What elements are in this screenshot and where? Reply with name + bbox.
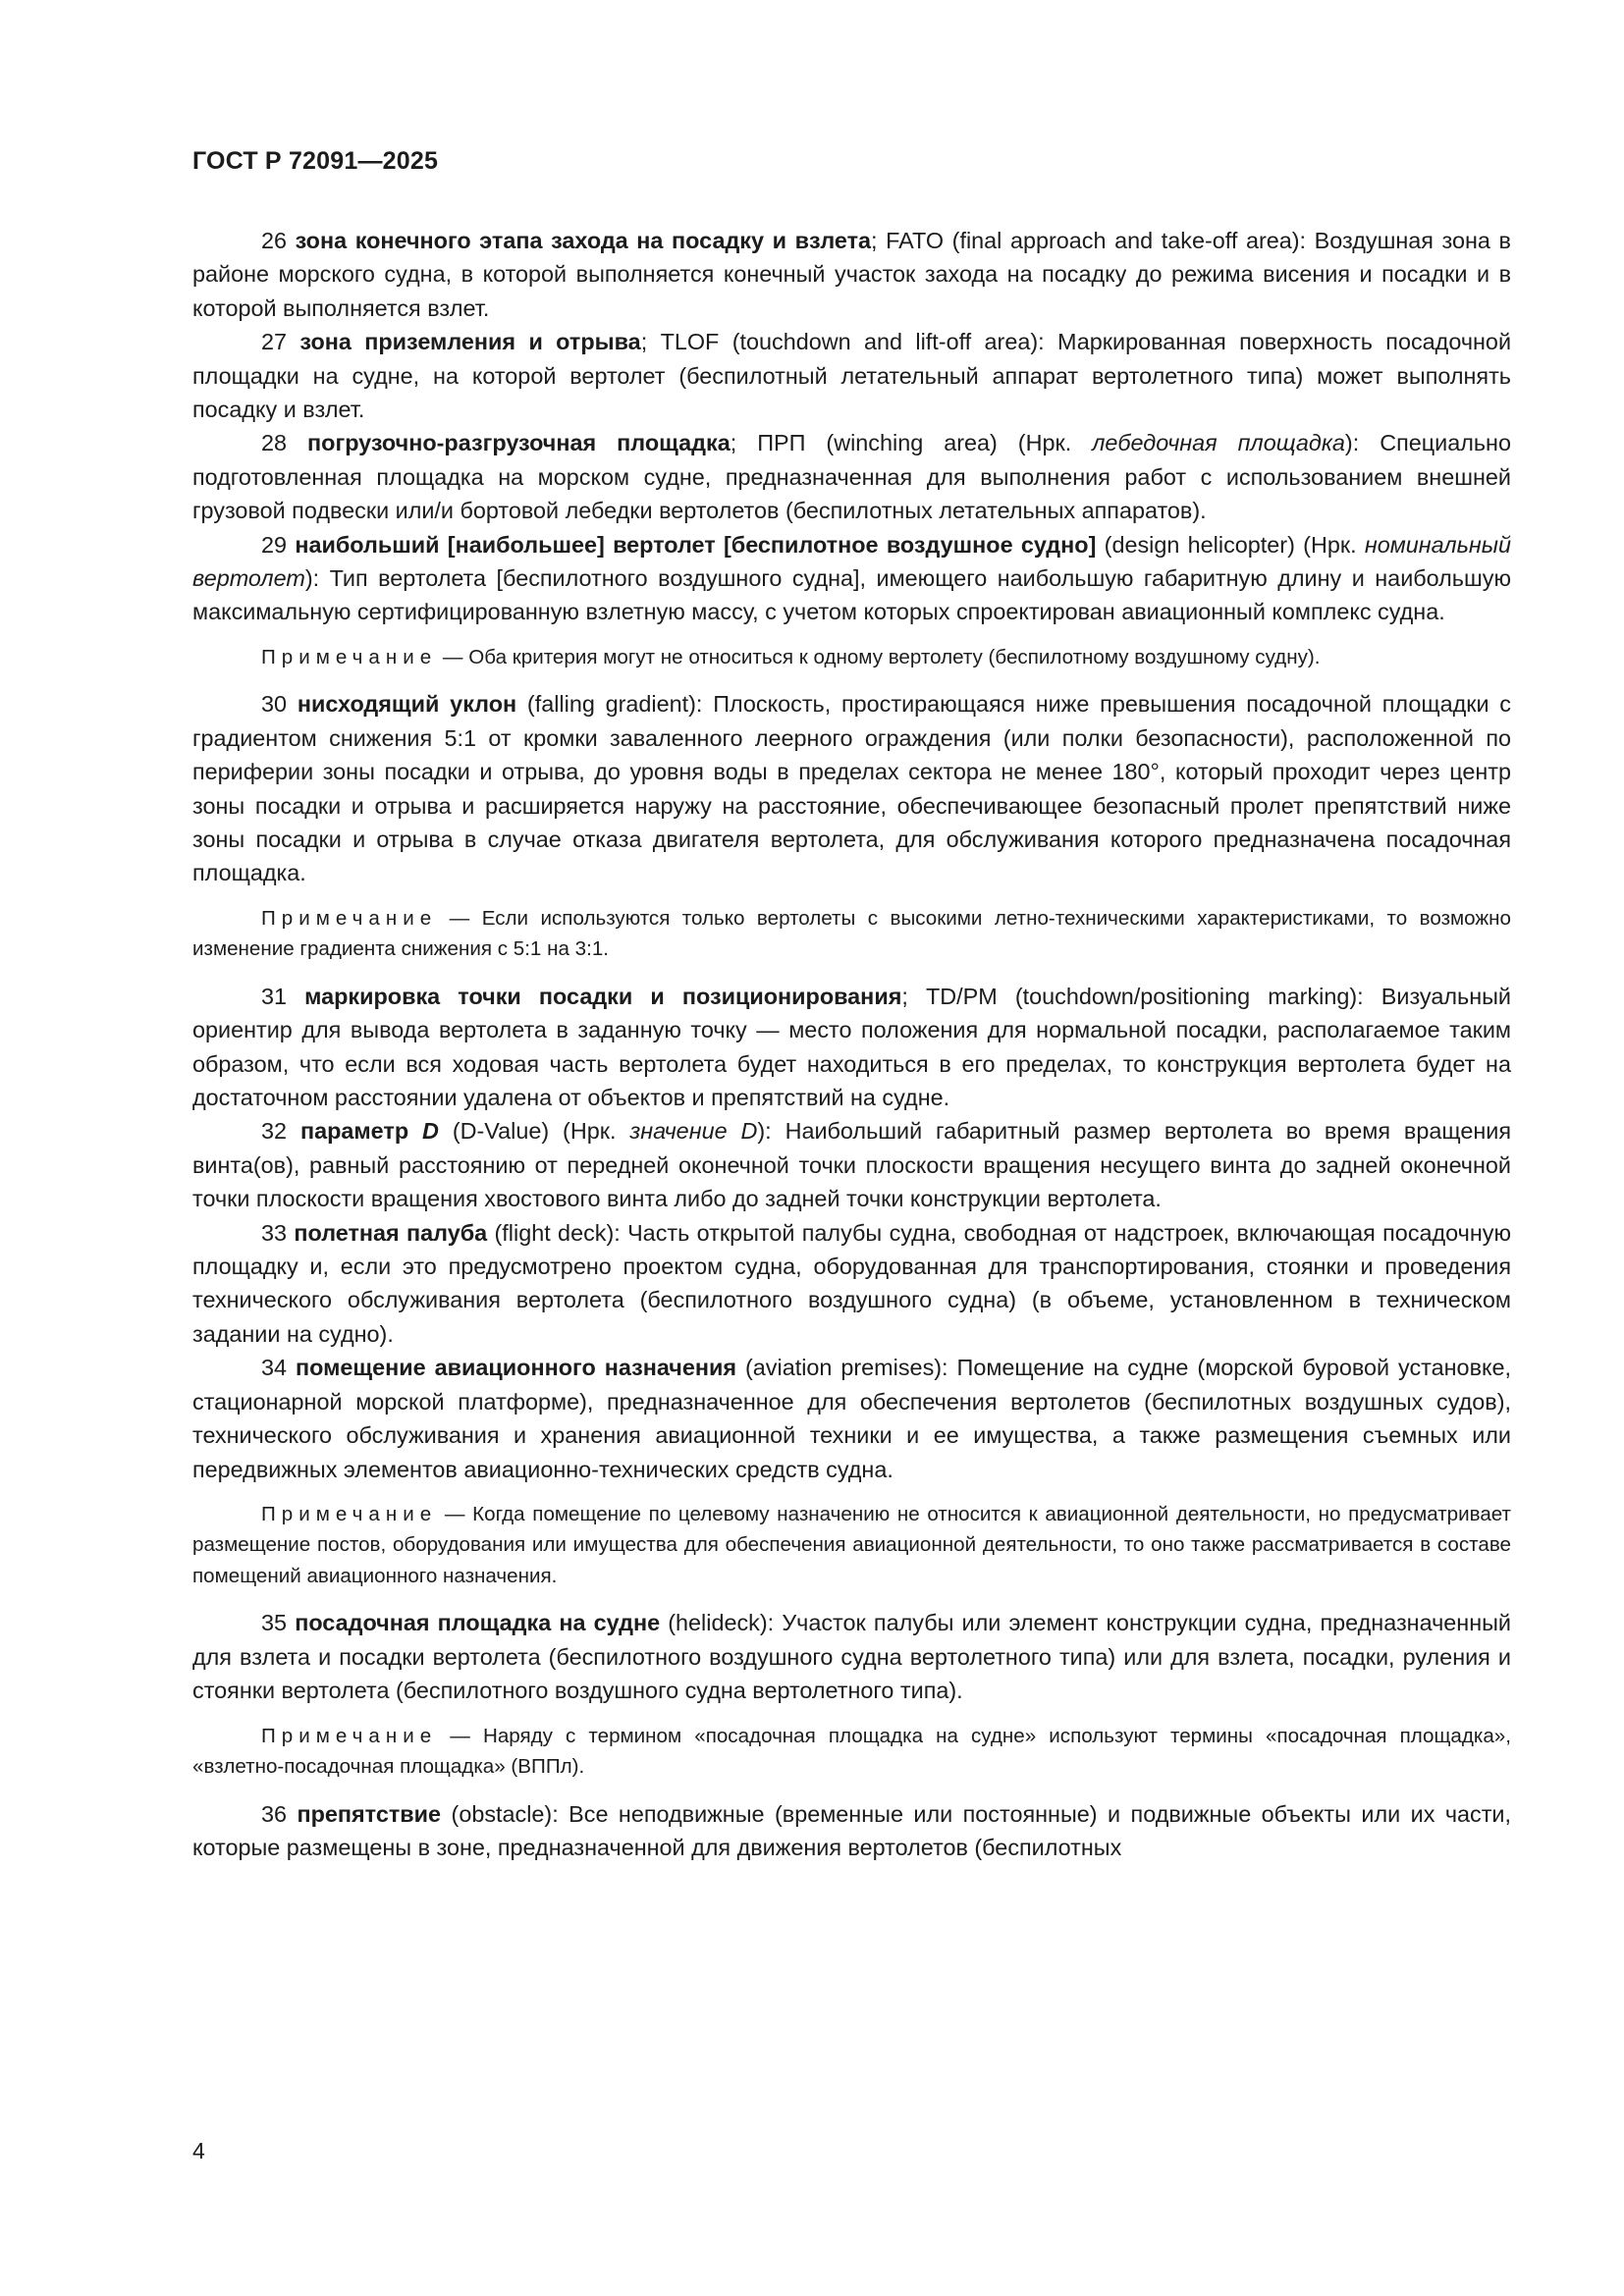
note-dash: — <box>437 645 469 668</box>
term-abbr-english: (falling gradient): <box>516 691 714 718</box>
synonym-close: ): <box>1344 430 1380 456</box>
term-definition: Визуальный ориентир для вывода вертолета в заданную точку — место положения для нормальной посадки, располагаемое таким образом, что если вся ходовая часть вертолета будет находиться в его пределах, то конструкция вертолета будет на достаточном расстоянии удалена от объектов и препятствий на судне. <box>192 983 1511 1111</box>
note-text: Наряду с термином «посадочная площадка на судне» используют термины «посадочная площадка», «взлетно-посадочная площадка» (ВППл). <box>192 1724 1511 1779</box>
note-dash: — <box>437 906 482 930</box>
term-number: 33 <box>261 1219 288 1246</box>
term-definition: Наибольший габаритный размер вертолета во время вращения винта(ов), равный расстоянию от передней оконечной точки плоскости вращения несущего винта до задней оконечной точки плоскости вращения хвостового винта либо до задней точки конструкции вертолета. <box>192 1118 1511 1212</box>
term-abbr-english: (flight deck): <box>487 1219 628 1246</box>
term-entry-29 <box>192 528 1511 629</box>
term-entry-35 <box>192 1606 1511 1707</box>
page-number: 4 <box>192 2138 205 2163</box>
term-definition: Специально подготовленная площадка на морском судне, предназначенная для выполнения работ с использованием внешней грузовой подвески или/и бортовой лебедки вертолетов (беспилотных летательных аппаратов). <box>192 430 1511 524</box>
note-label: Примечание <box>261 1502 438 1525</box>
term-entry-26 <box>192 224 1511 325</box>
page-header-standard-id: ГОСТ Р 72091—2025 <box>192 147 439 175</box>
note-30 <box>192 903 1511 965</box>
term-abbr-english: ; TLOF (touchdown and lift-off area): <box>640 329 1057 355</box>
term-definition: Плоскость, простирающаяся ниже превышения посадочной площадки с градиентом снижения 5:1 от кромки заваленного леерного ограждения (или полки безопасности), расположенной по периферии зоны посадки и отрыва, до уровня воды в пределах сектора не менее 180°, который проходит через центр зоны посадки и отрыва и расширяется наружу на расстояние, обеспечивающее безопасный пролет препятствий ниже зоны посадки и отрыва в случае отказа двигателя вертолета, для обслуживания которого предназначена посадочная площадка. <box>192 691 1511 886</box>
term-abbr-english: (design helicopter) (Нрк. <box>1096 531 1365 558</box>
term-name: полетная палуба <box>294 1219 488 1246</box>
term-name: наибольший [наибольшее] вертолет [беспилотное воздушное судно] <box>295 531 1097 558</box>
term-number: 30 <box>261 691 288 718</box>
term-number: 27 <box>261 329 288 355</box>
term-number: 34 <box>261 1355 288 1381</box>
term-definition: Помещение на судне (морской буровой установке, стационарной морской платформе), предназначенное для обеспечения вертолетов (беспилотных воздушных судов), технического обслуживания и хранения авиационной техники и ее имущества, а также размещения съемных или передвижных элементов авиационно-технических средств судна. <box>192 1355 1511 1482</box>
note-label: Примечание <box>261 1724 438 1747</box>
term-definition: Маркированная поверхность посадочной площадки на судне, на которой вертолет (беспилотный летательный аппарат вертолетного типа) может выполнять посадку и взлет. <box>192 329 1512 423</box>
note-34 <box>192 1499 1511 1592</box>
term-name-italic: D <box>422 1118 439 1145</box>
term-definition: Часть открытой палубы судна, свободная от надстроек, включающая посадочную площадку и, если это предусмотрено проектом судна, оборудованная для транспортирования, стоянки и проведения технического обслуживания вертолета (беспилотного воздушного судна) (в объеме, установленном в техническом задании на судно). <box>192 1219 1512 1347</box>
term-name: параметр <box>299 1118 423 1145</box>
term-definition: Участок палубы или элемент конструкции судна, предназначенный для взлета и посадки вертолета (беспилотного воздушного судна вертолетного типа) или для взлета, посадки, руления и стоянки вертолета (беспилотного воздушного судна вертолетного типа). <box>192 1610 1511 1704</box>
term-name: погрузочно-разгрузочная площадка <box>307 430 731 456</box>
term-number: 31 <box>261 983 288 1009</box>
term-number: 36 <box>261 1800 288 1827</box>
note-text: Если используются только вертолеты с высокими летно-техническими характеристиками, то возможно изменение градиента снижения с 5:1 на 3:1. <box>192 906 1511 961</box>
term-abbr-english: ; FATO (final approach and take-off area): <box>871 228 1315 253</box>
deprecated-synonym: номинальный вертолет <box>192 531 1512 592</box>
term-number: 26 <box>261 228 288 253</box>
term-entry-34 <box>192 1351 1511 1486</box>
note-label: Примечание <box>261 645 438 668</box>
note-29 <box>192 642 1511 673</box>
deprecated-synonym: значение D <box>629 1118 758 1145</box>
synonym-close: ): <box>304 565 330 592</box>
term-name: нисходящий уклон <box>297 691 517 718</box>
term-name: зона приземления и отрыва <box>299 329 641 355</box>
document-body <box>192 224 1511 1864</box>
term-abbr-english: ; ПРП (winching area) (Нрк. <box>730 430 1093 456</box>
term-definition: Воздушная зона в районе морского судна, в которой выполняется конечный участок захода на посадку до режима висения и посадки и в которой выполняется взлет. <box>192 228 1511 321</box>
note-label: Примечание <box>261 906 438 930</box>
note-text: Оба критерия могут не относиться к одному вертолету (беспилотному воздушному судну). <box>468 645 1321 668</box>
term-name: препятствие <box>297 1800 442 1827</box>
term-name: посадочная площадка на судне <box>295 1610 661 1636</box>
term-abbr-english: (D-Value) (Нрк. <box>438 1118 630 1145</box>
term-number: 28 <box>261 430 288 456</box>
term-abbr-english: (obstacle): <box>441 1800 569 1827</box>
term-number: 32 <box>261 1118 288 1145</box>
term-abbr-english: (aviation premises): <box>736 1355 957 1381</box>
term-number: 29 <box>261 531 288 558</box>
term-entry-28 <box>192 426 1511 527</box>
term-definition: Тип вертолета [беспилотного воздушного судна], имеющего наибольшую габаритную длину и наибольшую максимальную сертифицированную взлетную массу, с учетом которых спроектирован авиационный комплекс судна. <box>192 565 1511 625</box>
note-dash: — <box>437 1502 473 1525</box>
synonym-close: ): <box>757 1118 785 1145</box>
term-entry-33 <box>192 1216 1511 1352</box>
term-name: зона конечного этапа захода на посадку и взлета <box>295 228 872 253</box>
term-definition: Все неподвижные (временные или постоянные) и подвижные объекты или их части, которые размещены в зоне, предназначенной для движения вертолетов (беспилотных <box>192 1800 1511 1861</box>
term-abbr-english: ; TD/PM (touchdown/positioning marking): <box>901 983 1381 1009</box>
term-name: маркировка точки посадки и позиционирования <box>304 983 902 1009</box>
term-entry-36 <box>192 1797 1511 1865</box>
term-entry-31 <box>192 980 1511 1115</box>
term-entry-27 <box>192 325 1511 426</box>
note-text: Когда помещение по целевому назначению не относится к авиационной деятельности, но предусматривает размещение постов, оборудования или имущества для обеспечения авиационной деятельности, то оно также рассматривается в составе помещений авиационного назначения. <box>192 1502 1511 1587</box>
term-abbr-english: (helideck): <box>660 1610 783 1636</box>
deprecated-synonym: лебедочная площадка <box>1092 430 1345 456</box>
term-name: помещение авиационного назначения <box>296 1355 737 1381</box>
term-entry-30 <box>192 687 1511 889</box>
term-number: 35 <box>261 1610 288 1636</box>
note-35 <box>192 1721 1511 1783</box>
term-entry-32 <box>192 1114 1511 1215</box>
note-dash: — <box>437 1724 483 1747</box>
